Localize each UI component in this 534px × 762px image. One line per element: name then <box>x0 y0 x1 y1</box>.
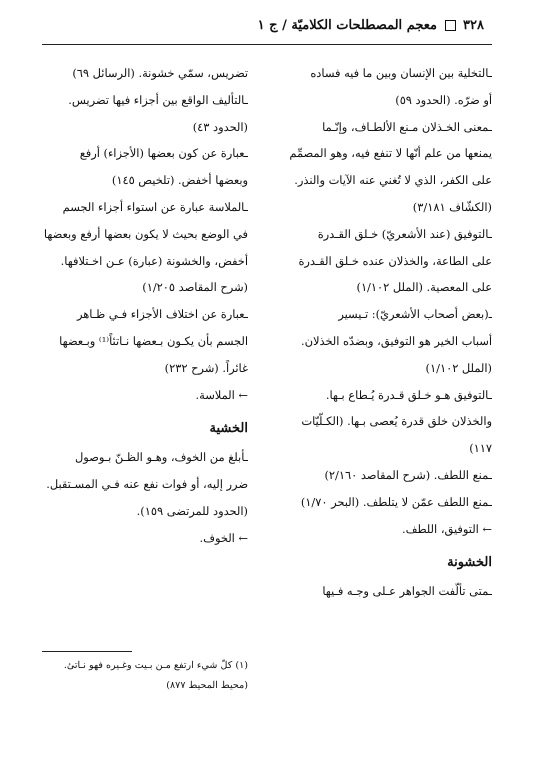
text-line: ـالتخلية بين الإنسان وبين ما فيه فساده <box>310 66 492 80</box>
entry-block <box>266 462 492 542</box>
text-line: ١١٧) <box>469 441 492 456</box>
entry-block <box>26 194 248 301</box>
entry-block <box>266 221 492 301</box>
entry-block <box>266 114 492 221</box>
text-line: تضريس، سمّي خشونة. (الرسائل ٦٩) <box>72 66 248 80</box>
text-line: والخذلان خلق قدرة يُعصى بـها. (الكـلّيّات <box>301 414 492 429</box>
text-line: الجسم بأن يكـون بـعضها نـاتئاً⁽¹⁾ وبـعضها <box>59 333 248 348</box>
left-column <box>26 60 248 552</box>
square-icon <box>445 20 456 31</box>
text-line: (الملل ١/١٠٢) <box>425 360 492 375</box>
text-line: يمنعها من علم أنّها لا تنفع فيه، وهو المصمِّم <box>289 146 492 161</box>
text-line: ـأبلغ من الخوف، وهـو الظـنّ بـوصول <box>75 450 248 465</box>
footnote-line: (محيط المحيط ٨٧٧) <box>166 680 248 691</box>
entry-block <box>26 301 248 408</box>
text-line: ـمعنى الخـذلان مـنع الألطـاف، وإنّـما <box>322 119 492 134</box>
text-line: ـعبارة عن اختلاف الأجزاء فـي ظـاهر <box>77 307 248 322</box>
text-line: أو ضرّه. (الحدود ٥٩) <box>395 92 492 107</box>
right-column <box>266 60 492 605</box>
cross-reference: ← الملاسة. <box>195 387 248 402</box>
entry-block <box>266 60 492 114</box>
text-line: ـالملاسة عبارة عن استواء أجزاء الجسم <box>62 199 248 214</box>
text-line: ـ(بعض أصحاب الأشعريّ): تـيسير <box>338 307 492 322</box>
text-line: ـعبارة عن كون بعضها (الأجزاء) أرفع <box>79 146 248 161</box>
cross-reference: ← التوفيق، اللطف. <box>402 521 492 536</box>
text-line: ـمنع اللطف. (شرح المقاصد ٢/١٦٠) <box>324 467 492 482</box>
entry-block <box>26 444 248 551</box>
header-rule <box>42 44 492 45</box>
page-number: ٣٢٨ <box>463 18 484 33</box>
entry-heading: الخشية <box>209 421 248 437</box>
footnote <box>26 656 248 696</box>
text-line: في الوضع بحيث لا يكون بعضها أرفع وبعضها <box>43 226 248 241</box>
entry-block <box>26 140 248 194</box>
text-line: ـالتوفيق (عند الأشعريّ) خـلق القـدرة <box>317 226 492 241</box>
text-line: وبعضها أخفض. (تلخيص ١٤٥) <box>111 173 248 188</box>
footnote-line: (١) كلّ شيء ارتفع مـن بـيت وغـيره فهو نـاتئ. <box>63 660 248 671</box>
text-line: ـمنع اللطف عمّن لا يتلطف. (البحر ١/٧٠) <box>300 494 492 509</box>
text-line: أسباب الخير هو التوفيق، وبضدّه الخذلان. <box>300 333 492 348</box>
page-header <box>50 18 484 44</box>
text-line: على المعصية. (الملل ١/١٠٢) <box>356 280 492 295</box>
text-line: على الكفر، الذي لا تُغني عنه الآيات والنذر. <box>294 173 492 188</box>
cross-reference: ← الخوف. <box>199 530 248 545</box>
text-line: (شرح المقاصد ١/٢٠٥) <box>142 280 248 295</box>
text-line: ـالتوفيق هـو خـلق قـدرة يُـطاع بـها. <box>325 387 492 402</box>
text-line: ـمتى تألّفت الجواهر عـلى وجـه فـيها <box>322 584 492 599</box>
footnote-rule <box>42 651 132 652</box>
text-line: ضرر إليه، أو فوات نفع عنه فـي المسـتقبل. <box>46 477 248 492</box>
text-line: (الحدود للمرتضى ١٥٩). <box>136 503 248 518</box>
entry-block <box>266 578 492 605</box>
text-line: (الكشّاف ٣/١٨١) <box>412 199 492 214</box>
entry-block <box>266 301 492 381</box>
text-line: ـالتأليف الواقع بين أجزاء فيها تضريس. <box>68 92 248 107</box>
text-line: (الحدود ٤٣) <box>192 119 248 134</box>
entry-block <box>266 382 492 462</box>
running-title: معجم المصطلحات الكلاميّة / ج ١ <box>257 18 437 33</box>
text-line: غائراً. (شرح ٢٣٢) <box>164 360 248 375</box>
entry-heading: الخشونة <box>447 555 492 571</box>
text-line: على الطاعة، والخذلان عنده خـلق القـدرة <box>298 253 492 268</box>
entry-block <box>26 60 248 140</box>
text-line: أخفض، والخشونة (عبارة) عـن اخـتلافها. <box>60 253 248 268</box>
